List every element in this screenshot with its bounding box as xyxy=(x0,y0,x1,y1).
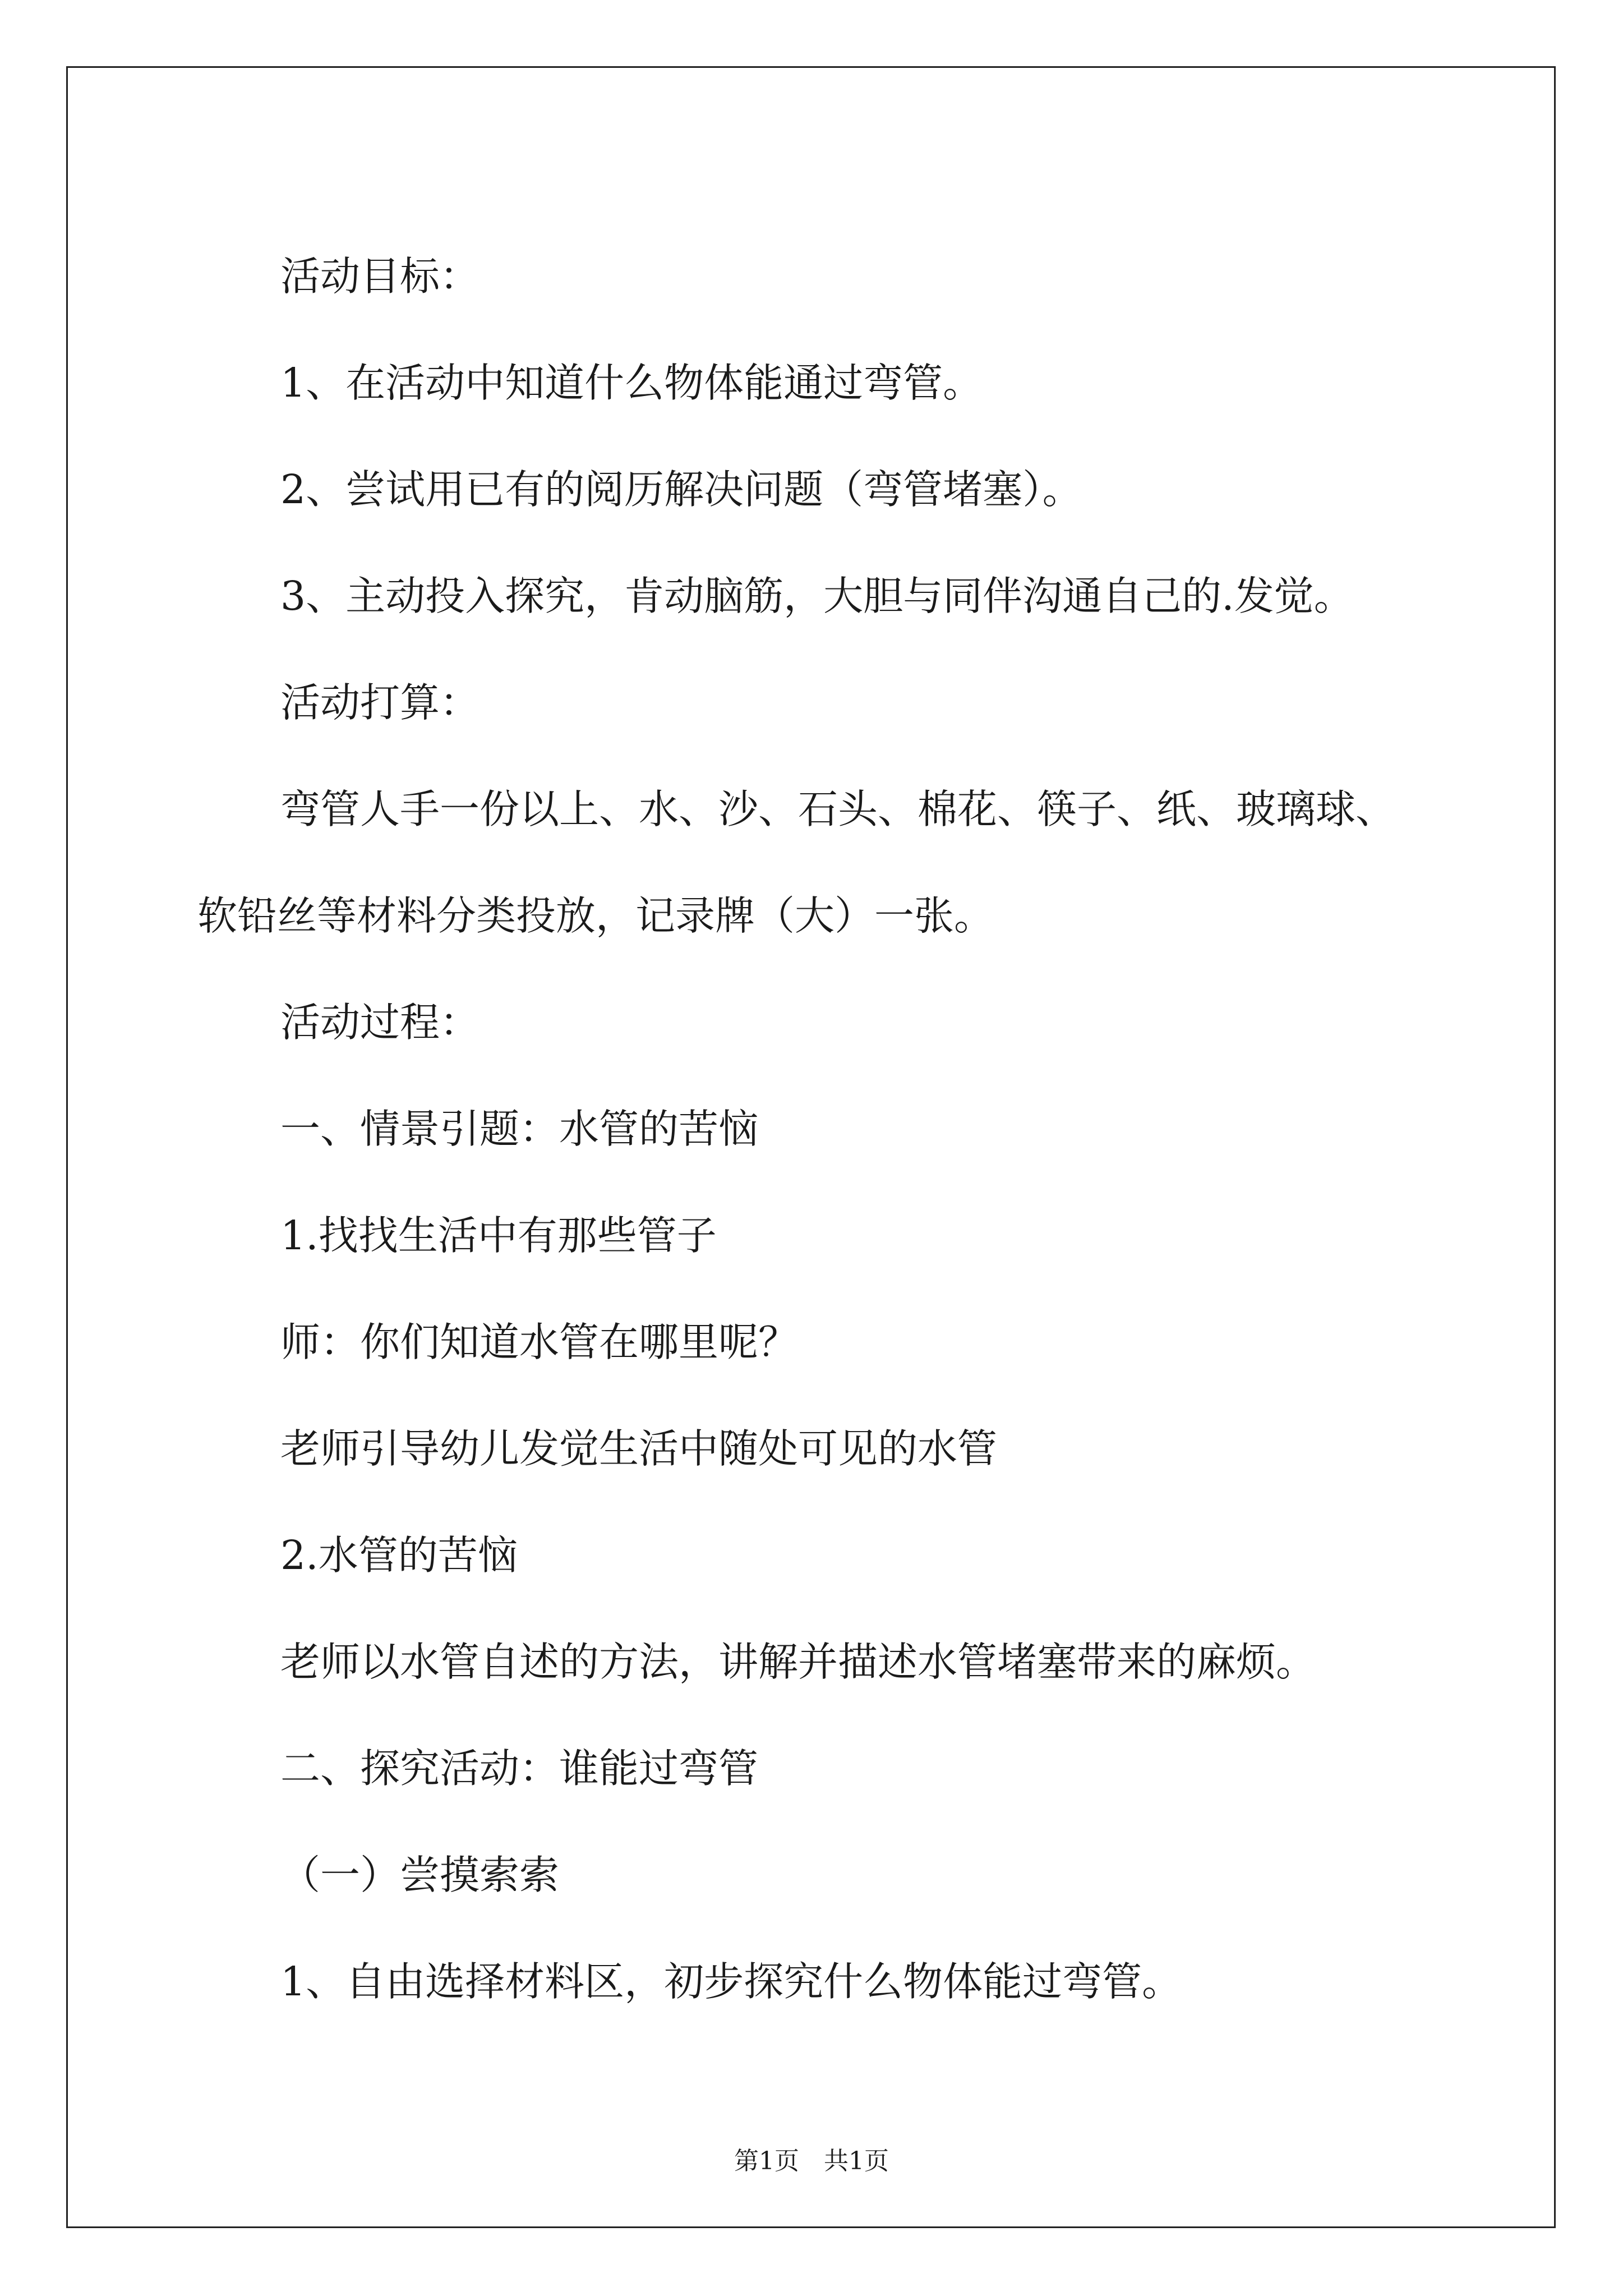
teacher-question: 师：你们知道水管在哪里呢？ xyxy=(280,1319,799,1365)
subsection-1-item-1: 1、自由选择材料区，初步探究什么物体能过弯管。 xyxy=(280,1958,1182,2005)
heading-activity-process: 活动过程： xyxy=(280,999,480,1046)
heading-activity-preparation: 活动打算： xyxy=(280,679,480,726)
goal-item-2: 2、尝试用已有的阅历解决问题（弯管堵塞）。 xyxy=(280,466,1082,513)
document-body xyxy=(197,223,1437,2035)
heading-activity-goals: 活动目标： xyxy=(280,253,480,300)
step-2-title: 2.水管的苦恼 xyxy=(280,1532,518,1579)
step-1-title: 1.找找生活中有那些管子 xyxy=(280,1212,717,1259)
preparation-text-line-1: 弯管人手一份以上、水、沙、石头、棉花、筷子、纸、玻璃球、 xyxy=(280,786,1396,832)
section-2-title: 二、探究活动：谁能过弯管 xyxy=(280,1745,759,1792)
section-1-title: 一、情景引题：水管的苦恼 xyxy=(280,1106,759,1152)
page-footer: 第1页 共1页 xyxy=(734,2147,889,2175)
preparation-text-line-2: 软铅丝等材料分类投放，记录牌（大）一张。 xyxy=(197,892,994,939)
step-2-text: 老师以水管自述的方法，讲解并描述水管堵塞带来的麻烦。 xyxy=(280,1639,1316,1685)
goal-item-3: 3、主动投入探究，肯动脑筋，大胆与同伴沟通自己的.发觉。 xyxy=(280,573,1354,619)
goal-item-1: 1、在活动中知道什么物体能通过弯管。 xyxy=(280,360,983,406)
subsection-1-title: （一）尝摸索索 xyxy=(280,1852,560,1898)
teacher-guidance: 老师引导幼儿发觉生活中随处可见的水管 xyxy=(280,1425,998,1472)
